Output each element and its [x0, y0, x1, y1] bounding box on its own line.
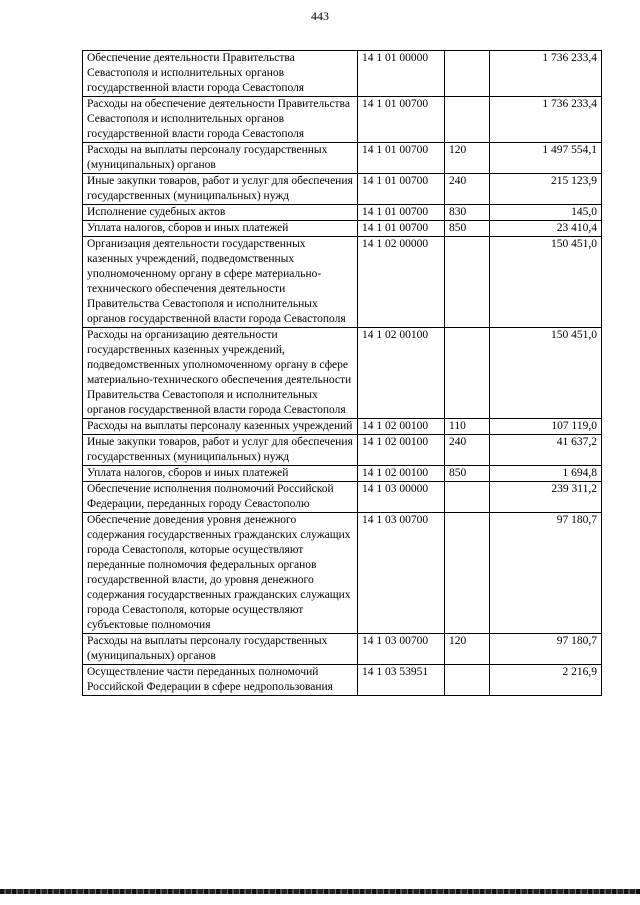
- row-expense-type: [445, 513, 490, 634]
- row-amount: 97 180,7: [490, 513, 602, 634]
- row-code: 14 1 01 00700: [358, 97, 445, 143]
- row-expense-type: [445, 665, 490, 696]
- row-name: Организация деятельности государственных казенных учреждений, подведомственных уполномоченному органу в сфере материально-технического обеспечения деятельности Правительства Севастополя и исполнительных органов государственной власти города Севастополя: [83, 237, 358, 328]
- row-name: Осуществление части переданных полномочий Российской Федерации в сфере недропользования: [83, 665, 358, 696]
- row-amount: 1 497 554,1: [490, 143, 602, 174]
- table-row: [83, 419, 602, 435]
- row-name: Иные закупки товаров, работ и услуг для обеспечения государственных (муниципальных) нужд: [83, 435, 358, 466]
- row-expense-type: 850: [445, 221, 490, 237]
- row-name: Обеспечение исполнения полномочий Российской Федерации, переданных городу Севастополю: [83, 482, 358, 513]
- row-name: Обеспечение доведения уровня денежного содержания государственных гражданских служащих города Севастополя, которые осуществляют переданные полномочия федеральных органов государственной власти, до уровня денежного содержания государственных гражданских служащих города Севастополя, которые осуществляют субъектовые полномочия: [83, 513, 358, 634]
- table-row: [83, 634, 602, 665]
- row-expense-type: [445, 97, 490, 143]
- row-name: Расходы на выплаты персоналу государственных (муниципальных) органов: [83, 143, 358, 174]
- row-name: Иные закупки товаров, работ и услуг для обеспечения государственных (муниципальных) нужд: [83, 174, 358, 205]
- row-amount: 1 736 233,4: [490, 97, 602, 143]
- row-name: Расходы на организацию деятельности государственных казенных учреждений, подведомственных уполномоченному органу в сфере материально-технического обеспечения деятельности Правительства Севастополя и исполнительных органов государственной власти города Севастополя: [83, 328, 358, 419]
- row-amount: 41 637,2: [490, 435, 602, 466]
- row-amount: 150 451,0: [490, 328, 602, 419]
- row-expense-type: [445, 482, 490, 513]
- row-expense-type: [445, 237, 490, 328]
- row-amount: 239 311,2: [490, 482, 602, 513]
- scan-bottom-edge: [0, 889, 640, 894]
- row-code: 14 1 01 00700: [358, 174, 445, 205]
- row-name: Обеспечение деятельности Правительства Севастополя и исполнительных органов государственной власти города Севастополя: [83, 51, 358, 97]
- table-row: [83, 51, 602, 97]
- row-code: 14 1 02 00100: [358, 419, 445, 435]
- row-code: 14 1 02 00100: [358, 466, 445, 482]
- row-expense-type: 120: [445, 143, 490, 174]
- row-code: 14 1 02 00000: [358, 237, 445, 328]
- row-name: Уплата налогов, сборов и иных платежей: [83, 221, 358, 237]
- row-code: 14 1 01 00000: [358, 51, 445, 97]
- row-expense-type: 120: [445, 634, 490, 665]
- table-row: [83, 97, 602, 143]
- row-expense-type: 830: [445, 205, 490, 221]
- row-amount: 150 451,0: [490, 237, 602, 328]
- page-number: 443: [311, 9, 329, 23]
- row-amount: 2 216,9: [490, 665, 602, 696]
- row-amount: 23 410,4: [490, 221, 602, 237]
- row-expense-type: 110: [445, 419, 490, 435]
- table-row: [83, 482, 602, 513]
- row-expense-type: [445, 51, 490, 97]
- table-row: [83, 221, 602, 237]
- row-amount: 107 119,0: [490, 419, 602, 435]
- row-name: Расходы на выплаты персоналу государственных (муниципальных) органов: [83, 634, 358, 665]
- table-row: [83, 513, 602, 634]
- table-row: [83, 143, 602, 174]
- row-code: 14 1 03 53951: [358, 665, 445, 696]
- row-amount: 145,0: [490, 205, 602, 221]
- row-amount: 97 180,7: [490, 634, 602, 665]
- table-row: [83, 665, 602, 696]
- row-name: Исполнение судебных актов: [83, 205, 358, 221]
- row-code: 14 1 03 00700: [358, 634, 445, 665]
- row-code: 14 1 03 00700: [358, 513, 445, 634]
- row-expense-type: 850: [445, 466, 490, 482]
- table-row: [83, 328, 602, 419]
- row-amount: 215 123,9: [490, 174, 602, 205]
- row-amount: 1 736 233,4: [490, 51, 602, 97]
- row-name: Расходы на выплаты персоналу казенных учреждений: [83, 419, 358, 435]
- table-row: [83, 205, 602, 221]
- row-name: Уплата налогов, сборов и иных платежей: [83, 466, 358, 482]
- row-expense-type: 240: [445, 435, 490, 466]
- row-code: 14 1 01 00700: [358, 221, 445, 237]
- row-code: 14 1 02 00100: [358, 435, 445, 466]
- table-row: [83, 237, 602, 328]
- table-row: [83, 435, 602, 466]
- budget-table-body: [83, 51, 602, 696]
- table-row: [83, 466, 602, 482]
- row-code: 14 1 01 00700: [358, 143, 445, 174]
- row-expense-type: [445, 328, 490, 419]
- row-amount: 1 694,8: [490, 466, 602, 482]
- row-expense-type: 240: [445, 174, 490, 205]
- row-code: 14 1 01 00700: [358, 205, 445, 221]
- table-row: [83, 174, 602, 205]
- row-code: 14 1 03 00000: [358, 482, 445, 513]
- budget-table: [82, 50, 602, 696]
- row-code: 14 1 02 00100: [358, 328, 445, 419]
- row-name: Расходы на обеспечение деятельности Правительства Севастополя и исполнительных органов государственной власти города Севастополя: [83, 97, 358, 143]
